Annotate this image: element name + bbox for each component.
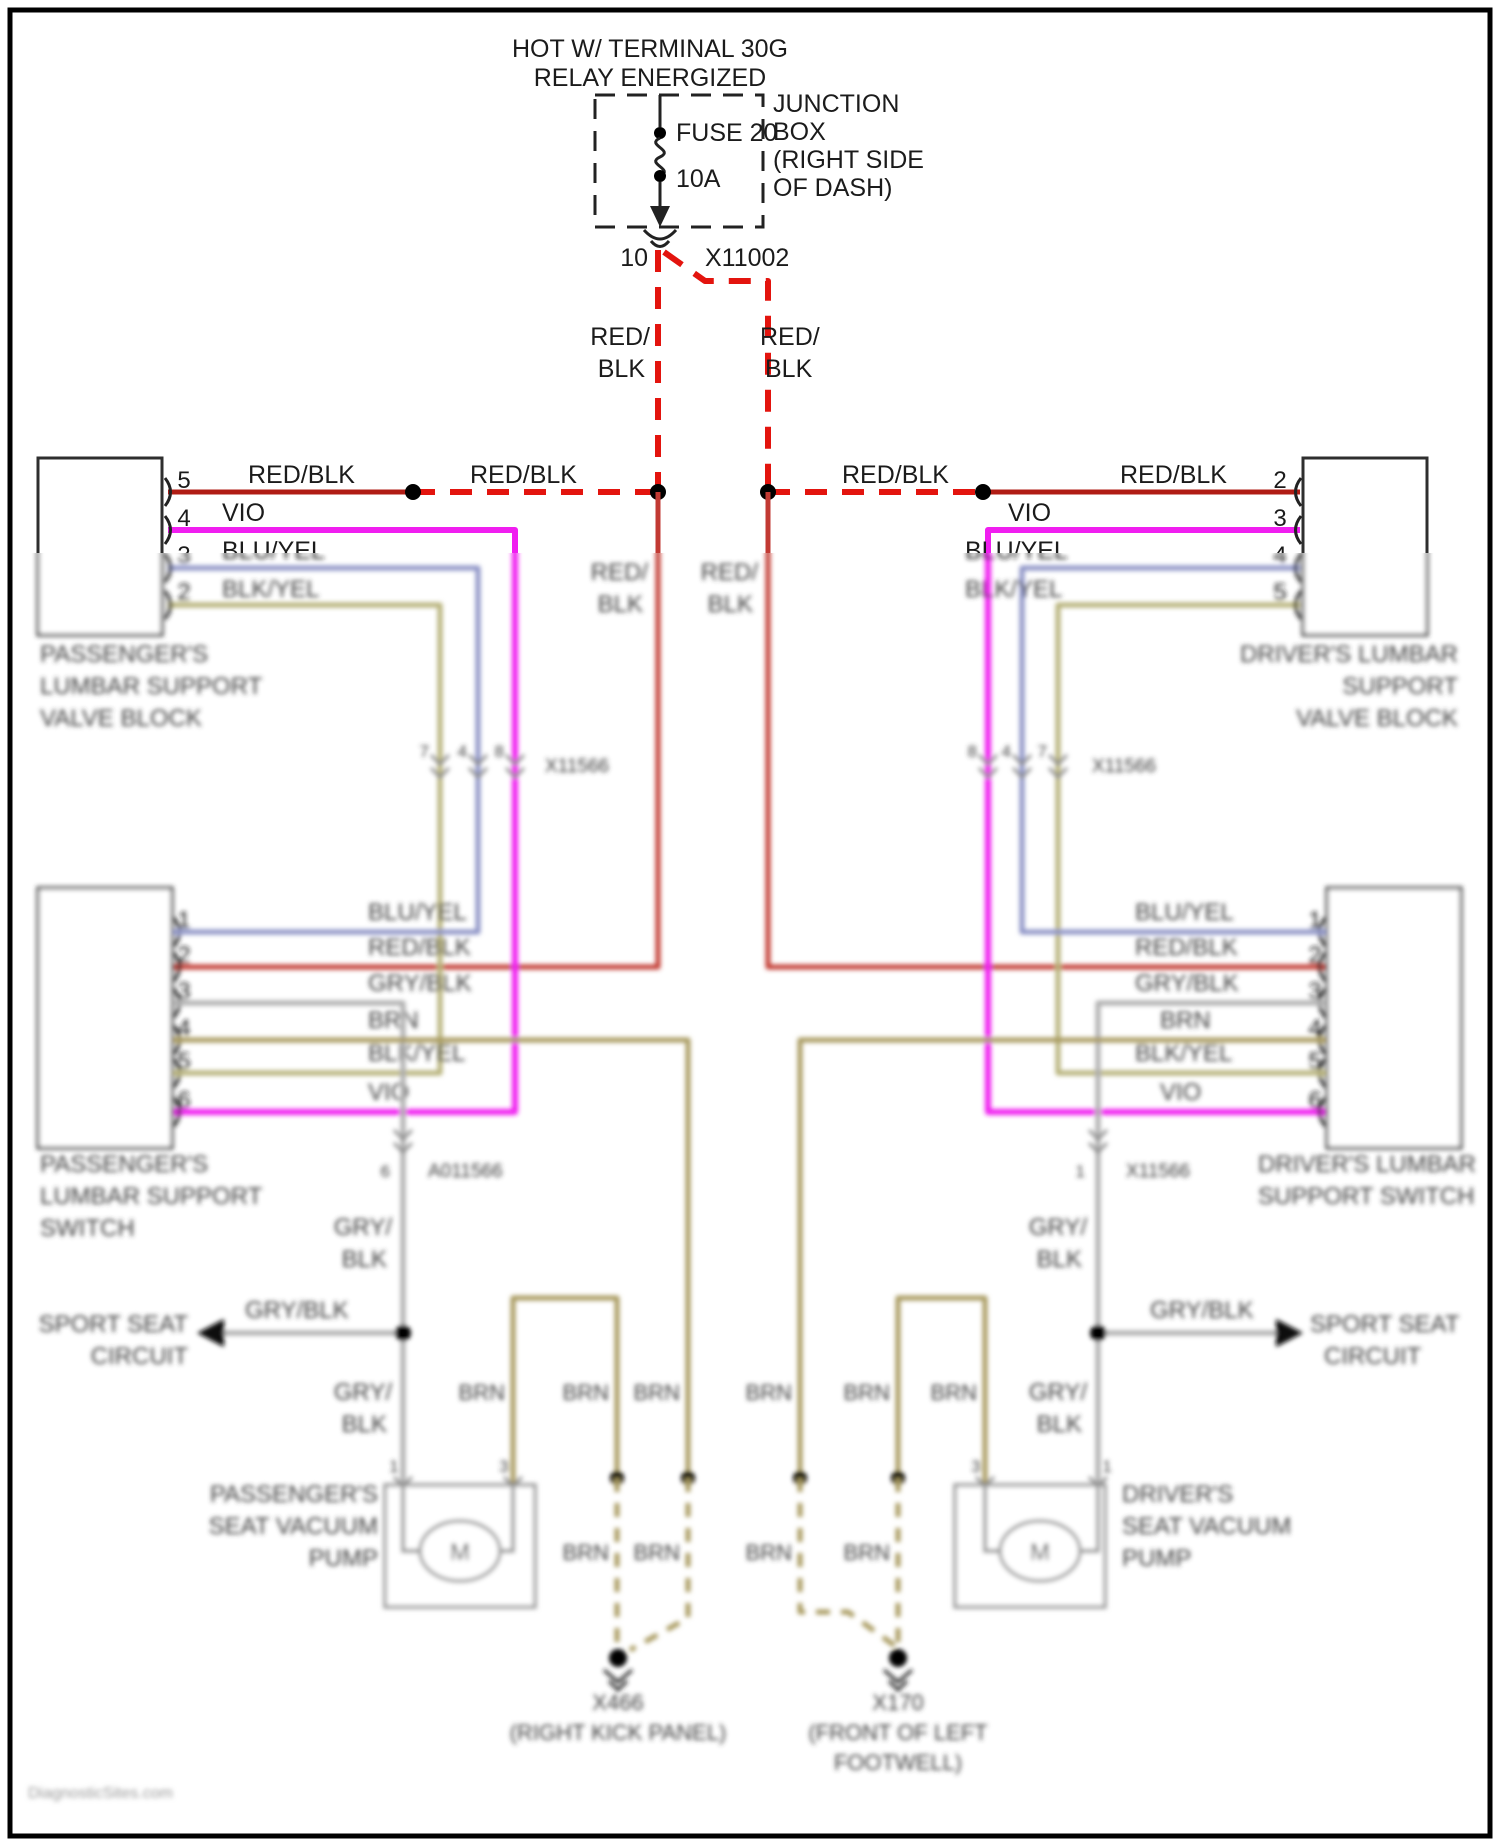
blurred-region <box>28 35 1476 1802</box>
